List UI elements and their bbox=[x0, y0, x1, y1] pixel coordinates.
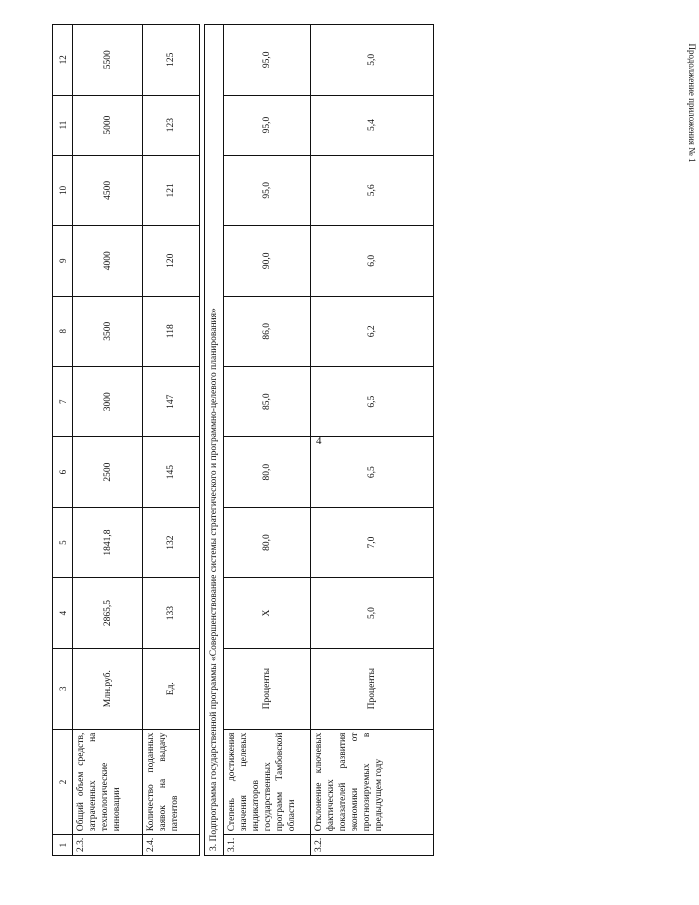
table-row bbox=[311, 25, 434, 856]
appendix-continuation-note: Продолжение приложения № 1 bbox=[687, 43, 697, 163]
value-cell: 121 bbox=[143, 155, 200, 225]
value-cell: 6,2 bbox=[311, 296, 434, 366]
header-cell: 3 bbox=[53, 648, 73, 729]
value-cell: 6,5 bbox=[311, 437, 434, 507]
value-cell: 4000 bbox=[73, 226, 143, 296]
value-cell: 2865,5 bbox=[73, 578, 143, 648]
value-cell: 2500 bbox=[73, 437, 143, 507]
indicators-table bbox=[52, 24, 434, 856]
value-cell: 6,0 bbox=[311, 226, 434, 296]
indicator-name: Отклонение ключевых фактических показателей развития экономики от прогнозируемых в предыдущем году bbox=[311, 729, 434, 835]
value-cell: 5000 bbox=[73, 95, 143, 155]
value-cell: 80,0 bbox=[224, 437, 311, 507]
value-cell: 5,4 bbox=[311, 95, 434, 155]
value-cell: 86,0 bbox=[224, 296, 311, 366]
value-cell: 7,0 bbox=[311, 507, 434, 577]
header-cell: 7 bbox=[53, 366, 73, 436]
value-cell: 132 bbox=[143, 507, 200, 577]
value-cell: 90,0 bbox=[224, 226, 311, 296]
header-cell: 2 bbox=[53, 729, 73, 835]
value-cell: 5500 bbox=[73, 25, 143, 96]
value-cell: 120 bbox=[143, 226, 200, 296]
header-cell: 6 bbox=[53, 437, 73, 507]
value-cell: 95,0 bbox=[224, 155, 311, 225]
value-cell: 145 bbox=[143, 437, 200, 507]
value-cell: 5,0 bbox=[311, 578, 434, 648]
header-cell: 9 bbox=[53, 226, 73, 296]
value-cell: 5,0 bbox=[311, 25, 434, 96]
header-cell: 12 bbox=[53, 25, 73, 96]
row-number: 3.1. bbox=[224, 835, 311, 856]
header-cell: 1 bbox=[53, 835, 73, 856]
row-number: 2.4. bbox=[143, 835, 200, 856]
value-cell: 95,0 bbox=[224, 25, 311, 96]
row-number: 3.2. bbox=[311, 835, 434, 856]
unit-cell: Млн.руб. bbox=[73, 648, 143, 729]
header-cell: 11 bbox=[53, 95, 73, 155]
value-cell: 3500 bbox=[73, 296, 143, 366]
value-cell: 147 bbox=[143, 366, 200, 436]
table-row bbox=[224, 25, 311, 856]
row-number: 2.3. bbox=[73, 835, 143, 856]
section-row bbox=[205, 25, 224, 856]
value-cell: 95,0 bbox=[224, 95, 311, 155]
value-cell: 85,0 bbox=[224, 366, 311, 436]
value-cell: 6,5 bbox=[311, 366, 434, 436]
value-cell: 4500 bbox=[73, 155, 143, 225]
header-cell: 5 bbox=[53, 507, 73, 577]
table-row bbox=[143, 25, 200, 856]
rotated-table-container bbox=[52, 24, 384, 856]
indicator-name: Общий объем средств, затраченных на технологические инновации bbox=[73, 729, 143, 835]
header-row bbox=[53, 25, 73, 856]
page-number: 4 bbox=[316, 435, 322, 447]
value-cell: 133 bbox=[143, 578, 200, 648]
section-title: 3. Подпрограмма государственной программы «Совершенствование системы стратегического и программно-целевого планирования» bbox=[205, 25, 224, 856]
unit-cell: Проценты bbox=[311, 648, 434, 729]
unit-cell: Проценты bbox=[224, 648, 311, 729]
value-cell: 3000 bbox=[73, 366, 143, 436]
value-cell: 118 bbox=[143, 296, 200, 366]
value-cell: 5,6 bbox=[311, 155, 434, 225]
header-cell: 10 bbox=[53, 155, 73, 225]
value-cell: Х bbox=[224, 578, 311, 648]
header-cell: 8 bbox=[53, 296, 73, 366]
value-cell: 123 bbox=[143, 95, 200, 155]
table-row bbox=[73, 25, 143, 856]
indicator-name: Степень достижения значения целевых индикаторов государственных программ Тамбовской области bbox=[224, 729, 311, 835]
indicator-name: Количество поданных заявок на выдачу патентов bbox=[143, 729, 200, 835]
header-cell: 4 bbox=[53, 578, 73, 648]
value-cell: 125 bbox=[143, 25, 200, 96]
unit-cell: Ед. bbox=[143, 648, 200, 729]
value-cell: 80,0 bbox=[224, 507, 311, 577]
value-cell: 1841,8 bbox=[73, 507, 143, 577]
